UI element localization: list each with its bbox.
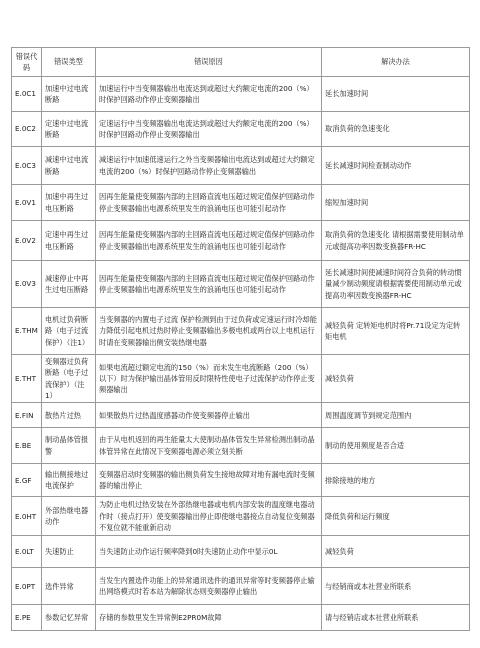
error-cause: 变频器启动时变频器的输出侧负荷发生接地故障对地有漏电流时变频器的输出停止: [96, 464, 322, 497]
table-row: [12, 428, 470, 464]
error-type: 外部热继电器动作: [42, 497, 96, 536]
error-type: 加速中再生过电压断路: [42, 185, 96, 221]
error-type: 减速停止中再生过电压断路: [42, 261, 96, 308]
error-cause: 因再生能量使变频器内部的主回路直流电压超过规定值保护回路动作停止变频器输出电源系统里发生的浪涌电压也可能引起动作: [96, 221, 322, 261]
error-code: E.THM: [12, 308, 42, 355]
error-code: E.0C1: [12, 77, 42, 112]
error-type: 减速中过电流断路: [42, 147, 96, 185]
error-solution: 制动的使用频度是否合适: [322, 428, 470, 464]
header-error-code: 错误代码: [12, 48, 42, 77]
error-code: E.0C3: [12, 147, 42, 185]
error-cause: 当变频器的内置电子过流 保护检测到由于过负荷或定速运行时冷却能力降低引起电机过热时停止变频器输出多极电机或两台以上电机运行时请在变频器输出侧安装热继电器: [96, 308, 322, 355]
error-solution: 与经销商或本社营业所联系: [322, 568, 470, 605]
error-code: E.BE: [12, 428, 42, 464]
error-solution: 取消负荷的急速变化: [322, 112, 470, 147]
error-cause: 当发生内置选件功能上的异常通讯选件的通讯异常等时变频器停止输出网络模式时若本站为解除状态则变频器停止输出: [96, 568, 322, 605]
table-row: [12, 77, 470, 112]
table-row: [12, 185, 470, 221]
error-code: E.THT: [12, 355, 42, 403]
header-error-type: 错误类型: [42, 48, 96, 77]
error-cause: 定速运行中当变频器输出电流达到或超过大约额定电流的200（%）时保护回路动作停止变频器输出: [96, 112, 322, 147]
error-code: E.0HT: [12, 497, 42, 536]
error-solution: 减轻负荷: [322, 536, 470, 568]
error-cause: 如果散热片过热温度感器动作使变频器停止输出: [96, 403, 322, 428]
error-type: 变频器过负荷断路（电子过流保护）（注1）: [42, 355, 96, 403]
error-type: 失速防止: [42, 536, 96, 568]
error-type: 加速中过电流断路: [42, 77, 96, 112]
error-solution: 减轻负荷 定转矩电机时将Pr.71设定为定转矩电机: [322, 308, 470, 355]
error-cause: 为防止电机过热安装在外部热继电器或电机内部安装的温度继电器动作时（接点打开）使变频器输出停止即使继电器接点自动复位变频器不复位就不能重新启动: [96, 497, 322, 536]
error-solution: 延长加速时间: [322, 77, 470, 112]
error-code: E.0V2: [12, 221, 42, 261]
table-row: [12, 355, 470, 403]
error-code: E.0V3: [12, 261, 42, 308]
table-row: [12, 497, 470, 536]
table-row: [12, 221, 470, 261]
table-header-row: [12, 48, 470, 77]
error-cause: 减速运行中加速低速运行之外当变频器输出电流达到或超过大约额定电流的200（%）时保护回路动作停止变频器输出: [96, 147, 322, 185]
error-solution: 缩短加速时间: [322, 185, 470, 221]
error-type: 定速中过电流断路: [42, 112, 96, 147]
error-cause: 因再生能量使变频器内部的主回路直流电压超过规定值保护回路动作停止变频器输出电源系统里发生的浪涌电压也可能引起动作: [96, 261, 322, 308]
table-row: [12, 568, 470, 605]
error-code: E.FIN: [12, 403, 42, 428]
error-cause: 由于从电机返回的再生能量太大使制动晶体管发生异常检测出制动晶体管异常在此情况下变频器电源必须立刻关断: [96, 428, 322, 464]
error-code: E.PE: [12, 605, 42, 631]
error-cause: 加速运行中当变频器输出电流达到或超过大约额定电流的200（%）时保护回路动作停止变频器输出: [96, 77, 322, 112]
error-code-table: [11, 47, 470, 631]
error-solution: 请与经销店或本社营业所联系: [322, 605, 470, 631]
table-row: [12, 147, 470, 185]
error-type: 制动晶体管报警: [42, 428, 96, 464]
error-cause: 当失速防止动作运行频率降到0时失速防止动作中显示0L: [96, 536, 322, 568]
error-code: E.0PT: [12, 568, 42, 605]
error-type: 电机过负荷断路（电子过流保护）（注1）: [42, 308, 96, 355]
error-type: 输出侧接地过电流保护: [42, 464, 96, 497]
error-cause: 存储的参数里发生异常例E2PR0M故障: [96, 605, 322, 631]
error-solution: 取消负荷的急速变化 请根据需要使用制动单元或提高功率因数变换器FR-HC: [322, 221, 470, 261]
table-row: [12, 536, 470, 568]
table-row: [12, 261, 470, 308]
error-solution: 降低负荷和运行频度: [322, 497, 470, 536]
error-type: 定速中再生过电压断路: [42, 221, 96, 261]
error-solution: 排除接地的地方: [322, 464, 470, 497]
error-solution: 延长减速时间检查制动动作: [322, 147, 470, 185]
header-error-cause: 错误原因: [96, 48, 322, 77]
error-type: 参数记忆异常: [42, 605, 96, 631]
error-code: E.GF: [12, 464, 42, 497]
table-row: [12, 403, 470, 428]
error-cause: 因再生能量使变频器内部的主回路直流电压超过规定值保护回路动作停止变频器输出电源系统里发生的浪涌电压也可能引起动作: [96, 185, 322, 221]
error-solution: 周围温度调节到规定范围内: [322, 403, 470, 428]
error-code: E.0LT: [12, 536, 42, 568]
error-solution: 延长减速时间使减速时间符合负荷的转动惯量减少制动频度请根据需要使用制动单元或提高功率因数变换器FR-HC: [322, 261, 470, 308]
error-type: 散热片过热: [42, 403, 96, 428]
error-code: E.0C2: [12, 112, 42, 147]
table-row: [12, 308, 470, 355]
table-row: [12, 464, 470, 497]
table-row: [12, 605, 470, 631]
table-row: [12, 112, 470, 147]
error-code: E.0V1: [12, 185, 42, 221]
error-type: 选件异常: [42, 568, 96, 605]
header-solution: 解决办法: [322, 48, 470, 77]
error-cause: 如果电流超过额定电流的150（%）而未发生电流断路（200（%）以下）时为保护输出晶体管用反时限特性使电子过流保护动作停止变频器输出: [96, 355, 322, 403]
error-solution: 减轻负荷: [322, 355, 470, 403]
